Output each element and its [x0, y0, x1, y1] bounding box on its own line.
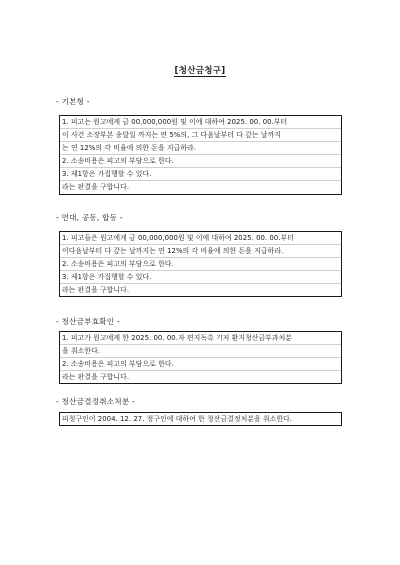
- text-line: 3. 제1항은 가집행할 수 있다.: [60, 270, 341, 283]
- section-label-joint: - 연대, 공동, 합동 -: [56, 213, 123, 222]
- section-label-cancel: - 청산금결정취소처분 -: [56, 397, 135, 406]
- text-line: 2. 소송비용은 피고의 부담으로 한다.: [60, 257, 341, 270]
- document-title: [0, 64, 400, 77]
- text-line: 2. 소송비용은 피고의 부담으로 한다.: [60, 154, 341, 167]
- text-line: 라는 판결을 구합니다.: [60, 370, 341, 383]
- text-line: 는 연 12%의 각 비율에 의한 돈을 지급하라.: [60, 141, 341, 154]
- text-line: 라는 판결을 구합니다.: [60, 180, 341, 193]
- document-title-text: [청산금청구]: [174, 66, 226, 76]
- section-box-joint: [59, 231, 342, 297]
- text-line: 1. 피고들은 원고에게 금 00,000,000원 및 이에 대하여 2025. 00. 00.부터: [62, 234, 294, 242]
- text-line: 피청구인이 2004. 12. 27. 청구인에 대하여 한 청산금결정처분을 취소한다.: [62, 415, 293, 423]
- text-line: 이 사건 소장부본 송달일 까지는 연 5%의, 그 다음날부터 다 갚는 날까지: [60, 128, 341, 141]
- section-box-basic: [59, 115, 342, 195]
- section-label-invalid: - 청산금부효확인 -: [56, 317, 120, 326]
- text-line: 이다음날부터 다 갚는 날까지는 연 12%의 각 비율에 의한 돈을 지급하라.: [60, 244, 341, 257]
- text-line: 라는 판결을 구합니다.: [60, 283, 341, 296]
- text-line: 2. 소송비용은 피고의 부담으로 한다.: [60, 357, 341, 370]
- section-box-cancel: [59, 412, 342, 426]
- text-line: 3. 제1항은 가집행할 수 있다.: [60, 167, 341, 180]
- text-line: 을 취소한다.: [60, 344, 341, 357]
- text-line: 1. 피고는 원고에게 금 00,000,000원 및 이에 대하여 2025. 00. 00.부터: [62, 118, 288, 126]
- section-box-invalid: [59, 331, 342, 384]
- section-label-basic: - 기본형 -: [56, 97, 90, 106]
- text-line: 1. 피고가 원고에게 한 2025. 00. 00.자 편지독촉 기저 환지청산금부과처분: [62, 334, 292, 342]
